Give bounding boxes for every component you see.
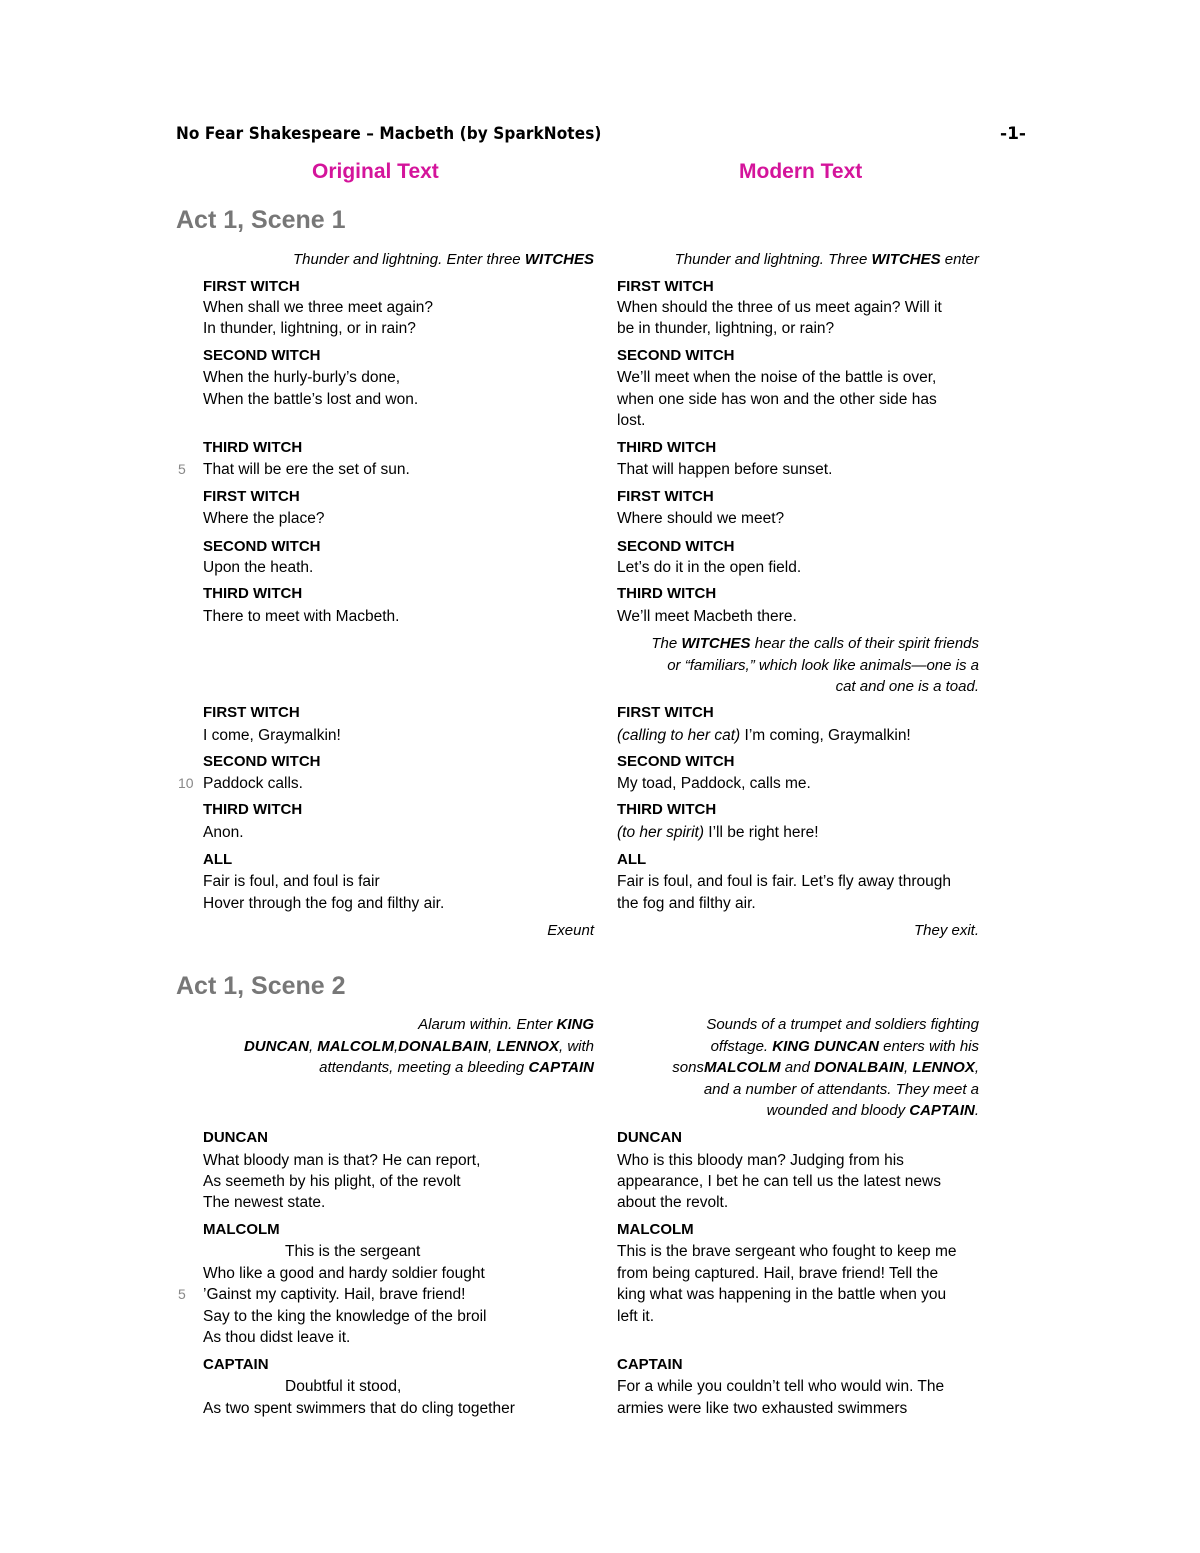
- stage-direction-original: Thunder and lightning. Enter three WITCHES: [293, 251, 594, 268]
- original-text-heading: Original Text: [312, 160, 439, 183]
- verse-line: That will be ere the set of sun.: [203, 461, 410, 478]
- verse-line: In thunder, lightning, or in rain?: [203, 320, 416, 337]
- running-header-title: No Fear Shakespeare – Macbeth (by SparkNotes): [176, 124, 602, 144]
- speaker-modern: FIRST WITCH: [617, 488, 714, 505]
- speaker-original: SECOND WITCH: [203, 347, 321, 364]
- stage-direction-modern: Thunder and lightning. Three WITCHES enter: [674, 251, 979, 268]
- speaker-modern: DUNCAN: [617, 1129, 682, 1146]
- verse-line: Hover through the fog and filthy air.: [203, 895, 445, 912]
- modern-text-heading: Modern Text: [739, 160, 863, 183]
- verse-line: As seemeth by his plight, of the revolt: [203, 1173, 461, 1190]
- speaker-modern: SECOND WITCH: [617, 347, 735, 364]
- speaker-original: THIRD WITCH: [203, 439, 303, 456]
- speaker-original: FIRST WITCH: [203, 704, 300, 721]
- speaker-original: FIRST WITCH: [203, 278, 300, 295]
- scene-1-heading: Act 1, Scene 1: [176, 206, 346, 234]
- modern-line: We’ll meet Macbeth there.: [617, 608, 797, 625]
- exit-direction-modern: They exit.: [913, 922, 979, 939]
- verse-line: Say to the king the knowledge of the broil: [203, 1308, 487, 1325]
- verse-line: Doubtful it stood,: [285, 1378, 402, 1395]
- speaker-original: FIRST WITCH: [203, 488, 300, 505]
- speaker-modern: MALCOLM: [617, 1221, 694, 1238]
- modern-line: For a while you couldn’t tell who would win. The: [617, 1378, 945, 1395]
- line-number: 5: [178, 1286, 186, 1302]
- stage-direction-original: Alarum within. Enter KING DUNCAN, MALCOLM,DONALBAIN, LENNOX, with attendants, meeting a bleeding CAPTAIN: [243, 1016, 594, 1076]
- modern-line: Where should we meet?: [617, 510, 785, 527]
- verse-line: When the hurly-burly’s done,: [203, 369, 401, 386]
- speaker-original: MALCOLM: [203, 1221, 280, 1238]
- modern-line: Let’s do it in the open field.: [617, 559, 802, 576]
- verse-line: Where the place?: [203, 510, 325, 527]
- modern-line: We’ll meet when the noise of the battle is over,: [617, 369, 937, 386]
- speaker-modern: THIRD WITCH: [617, 801, 717, 818]
- speaker-original: DUNCAN: [203, 1129, 268, 1146]
- speaker-modern: SECOND WITCH: [617, 538, 735, 555]
- inline-stage-direction: (to her spirit): [617, 824, 704, 841]
- modern-line: about the revolt.: [617, 1194, 729, 1211]
- inline-stage-direction: (calling to her cat): [617, 727, 741, 744]
- speaker-original: ALL: [203, 851, 233, 868]
- verse-line: As two spent swimmers that do cling together: [203, 1400, 515, 1417]
- verse-line: As thou didst leave it.: [203, 1329, 351, 1346]
- exit-direction-original: Exeunt: [547, 922, 594, 939]
- speaker-original: CAPTAIN: [203, 1356, 269, 1373]
- modern-line: the fog and filthy air.: [617, 895, 756, 912]
- speaker-modern: SECOND WITCH: [617, 753, 735, 770]
- modern-line: when one side has won and the other side has: [617, 391, 937, 408]
- verse-line: Who like a good and hardy soldier fought: [203, 1265, 485, 1282]
- modern-line: left it.: [617, 1308, 655, 1325]
- verse-line: What bloody man is that? He can report,: [203, 1152, 481, 1169]
- speaker-modern: ALL: [617, 851, 647, 868]
- verse-line: There to meet with Macbeth.: [203, 608, 400, 625]
- modern-line: king what was happening in the battle when you: [617, 1286, 947, 1303]
- modern-line: My toad, Paddock, calls me.: [617, 775, 811, 792]
- modern-line: Who is this bloody man? Judging from his: [617, 1152, 904, 1169]
- modern-line: be in thunder, lightning, or rain?: [617, 320, 835, 337]
- verse-line: When shall we three meet again?: [203, 299, 434, 316]
- stage-direction-modern: The WITCHES hear the calls of their spirit friends or “familiars,” which look like animals—one is a cat and one is a toad.: [651, 635, 979, 695]
- speaker-modern: THIRD WITCH: [617, 585, 717, 602]
- modern-line: That will happen before sunset.: [617, 461, 833, 478]
- verse-line: ’Gainst my captivity. Hail, brave friend!: [203, 1286, 466, 1303]
- speaker-modern: FIRST WITCH: [617, 278, 714, 295]
- verse-line: When the battle’s lost and won.: [203, 391, 419, 408]
- verse-line: Paddock calls.: [203, 775, 303, 792]
- modern-line: Fair is foul, and foul is fair. Let’s fly away through: [617, 873, 951, 890]
- line-number: 10: [178, 775, 194, 791]
- scene-2-heading: Act 1, Scene 2: [176, 972, 346, 1000]
- speaker-modern: THIRD WITCH: [617, 439, 717, 456]
- modern-line: (calling to her cat) I’m coming, Graymalkin!: [617, 727, 911, 744]
- verse-line: Upon the heath.: [203, 559, 314, 576]
- stage-direction-modern: Sounds of a trumpet and soldiers fighting offstage. KING DUNCAN enters with his sonsMALCOLM and DONALBAIN, LENNOX, and a number of attendants. They meet a wounded and bloody CAPTAIN.: [672, 1016, 979, 1119]
- modern-line: When should the three of us meet again? Will it: [617, 299, 942, 316]
- verse-line: I come, Graymalkin!: [203, 727, 341, 744]
- modern-line: appearance, I bet he can tell us the latest news: [617, 1173, 941, 1190]
- speaker-original: THIRD WITCH: [203, 585, 303, 602]
- speaker-modern: FIRST WITCH: [617, 704, 714, 721]
- speaker-modern: CAPTAIN: [617, 1356, 683, 1373]
- page-number: -1-: [1000, 124, 1026, 144]
- verse-line: Anon.: [203, 824, 244, 841]
- verse-line: Fair is foul, and foul is fair: [203, 873, 380, 890]
- speaker-original: THIRD WITCH: [203, 801, 303, 818]
- line-number: 5: [178, 461, 186, 477]
- verse-line: The newest state.: [203, 1194, 326, 1211]
- verse-line: This is the sergeant: [285, 1243, 421, 1260]
- modern-line: lost.: [617, 412, 646, 429]
- modern-line: armies were like two exhausted swimmers: [617, 1400, 908, 1417]
- modern-line: from being captured. Hail, brave friend! Tell the: [617, 1265, 939, 1282]
- modern-line: (to her spirit) I’ll be right here!: [617, 824, 819, 841]
- speaker-original: SECOND WITCH: [203, 753, 321, 770]
- modern-line: This is the brave sergeant who fought to keep me: [617, 1243, 957, 1260]
- speaker-original: SECOND WITCH: [203, 538, 321, 555]
